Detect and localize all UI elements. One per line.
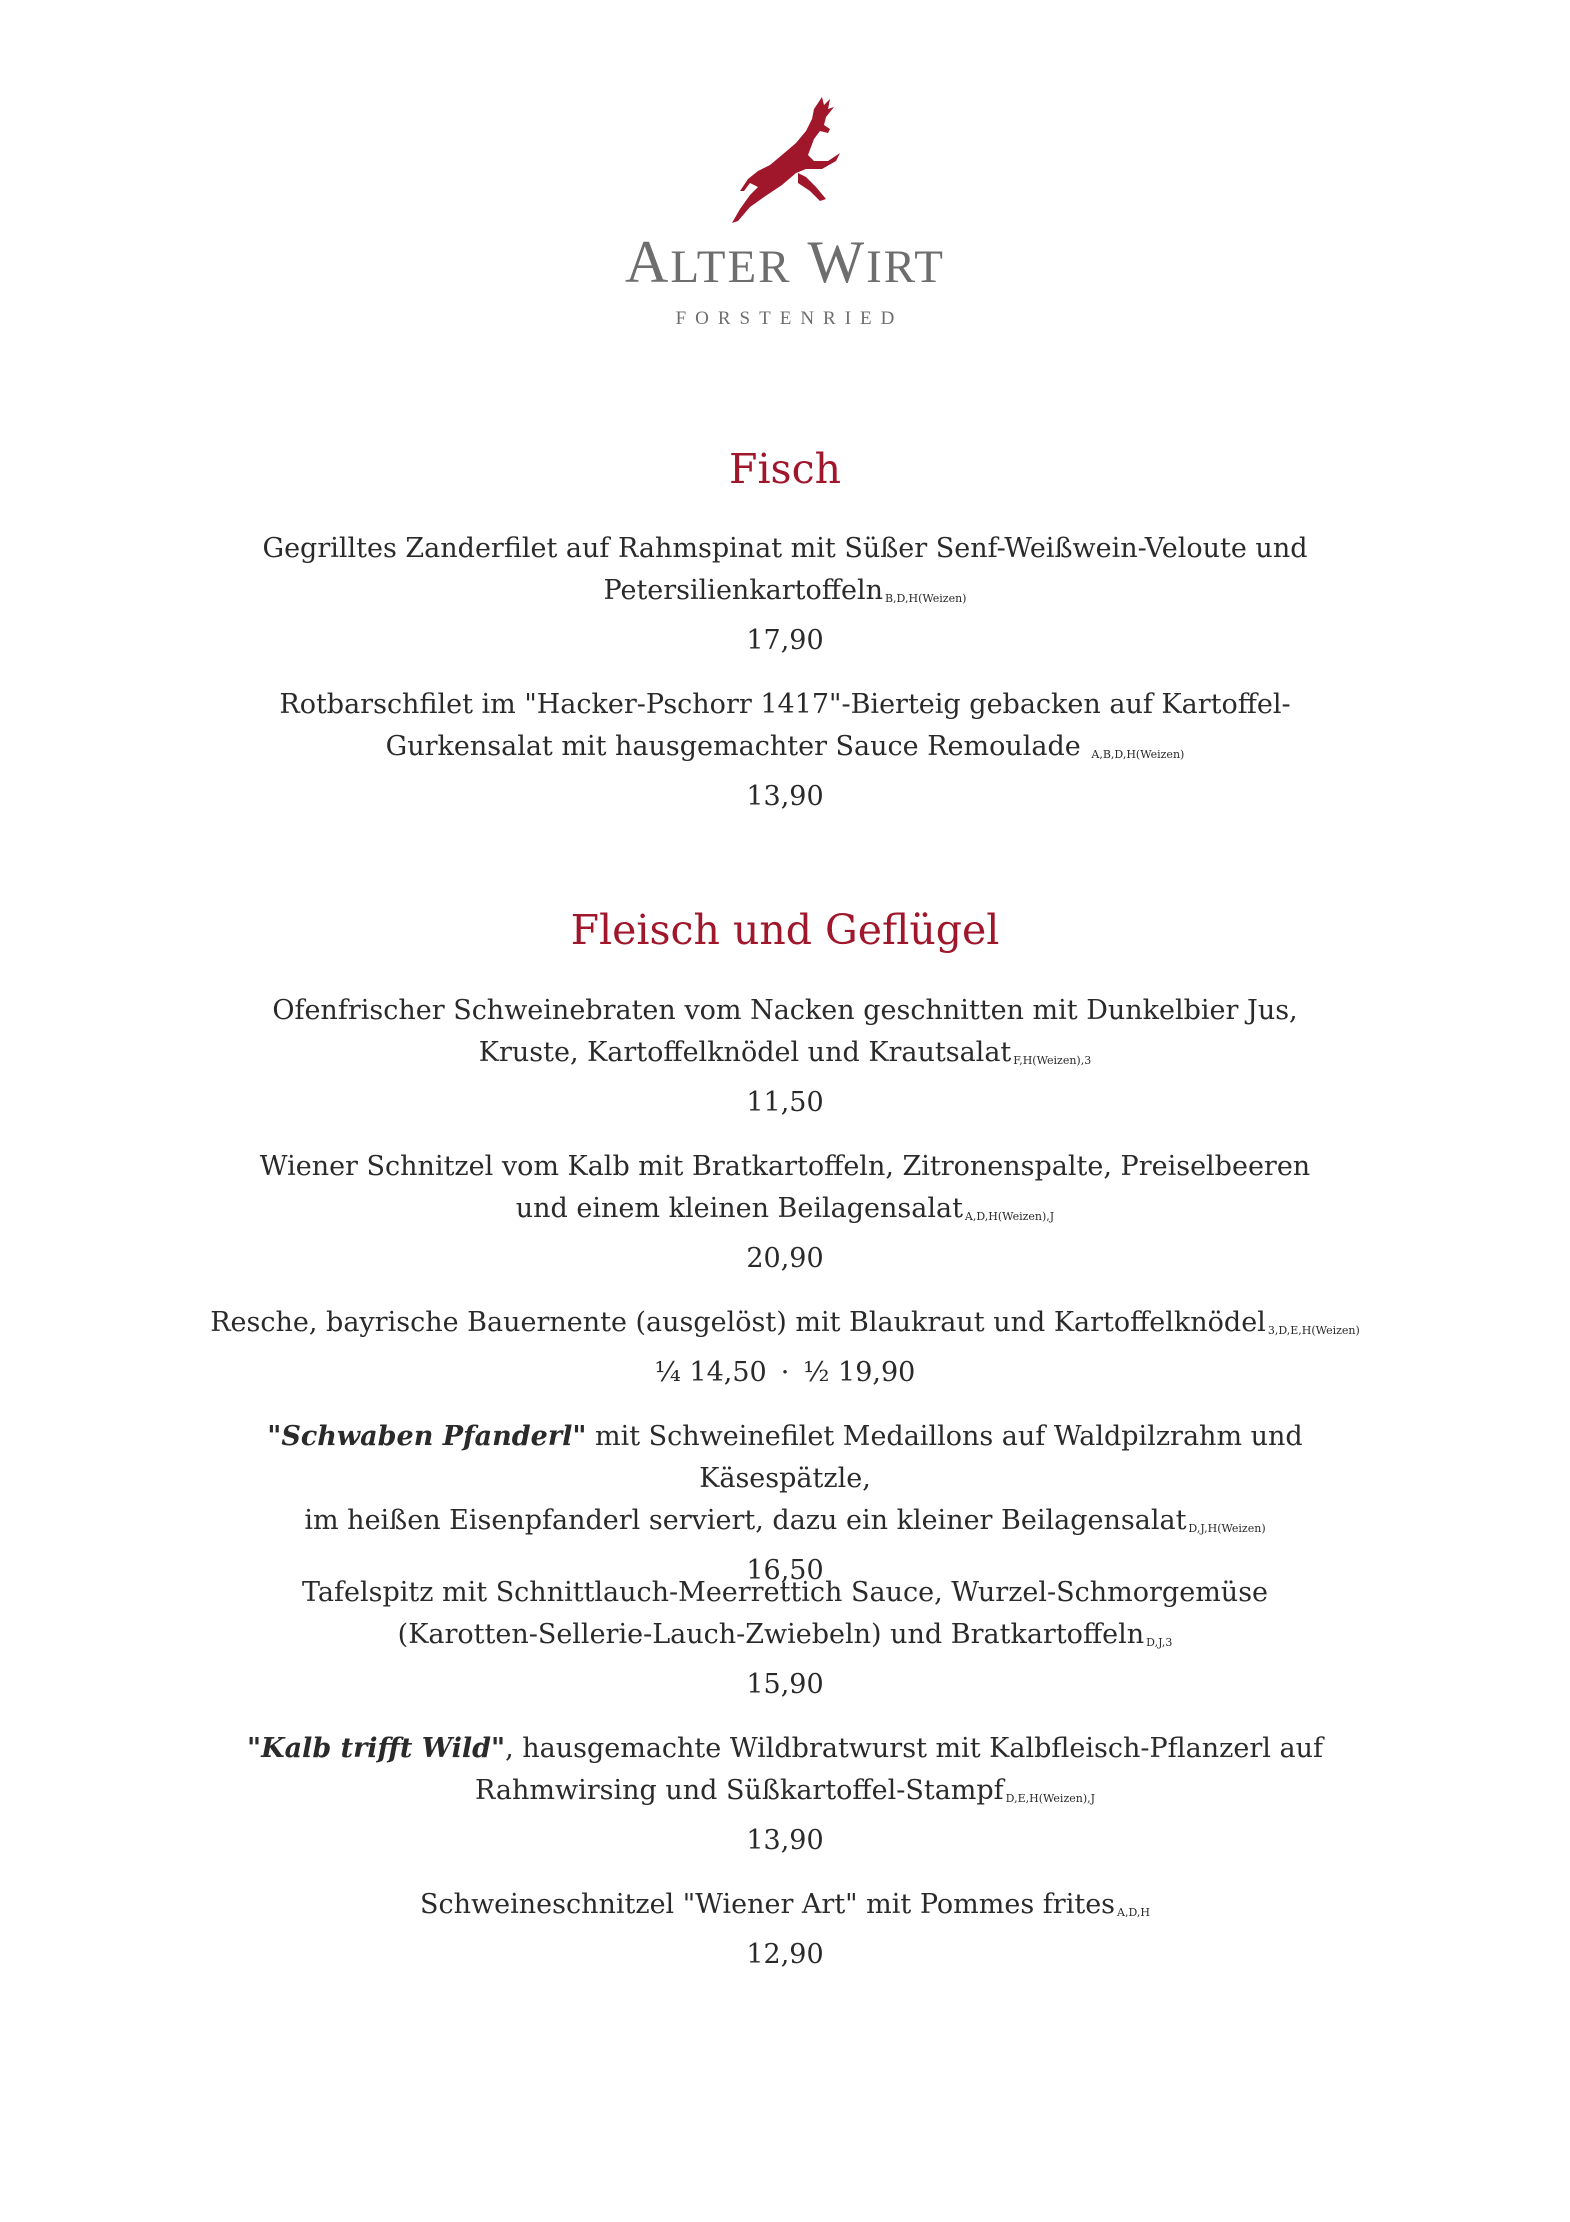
menu-item <box>180 990 1390 1124</box>
dish-name-emphasis: "Schwaben Pfanderl" <box>267 1421 587 1452</box>
brand-subtitle: FORSTENRIED <box>675 308 904 329</box>
menu-item <box>180 1302 1390 1394</box>
menu-item <box>180 684 1390 818</box>
dish-price: 12,90 <box>746 1939 824 1970</box>
dish-price: 15,90 <box>746 1669 824 1700</box>
dish-description-line: Gurkensalat mit hausgemachter Sauce Remoulade A,B,D,H(Weizen) <box>385 731 1185 762</box>
dish-price-options <box>180 1352 1390 1394</box>
section-title-fisch: Fisch <box>729 445 841 493</box>
menu-item <box>180 1416 1390 1592</box>
dish-price: 13,90 <box>746 1825 824 1856</box>
allergen-codes: A,D,H <box>1117 1906 1150 1919</box>
dish-description-line: Schweineschnitzel "Wiener Art" mit Pommes frites A,D,H <box>420 1889 1150 1920</box>
menu-item <box>180 1728 1390 1862</box>
dish-description-line: Wiener Schnitzel vom Kalb mit Bratkartoffeln, Zitronenspalte, Preiselbeeren <box>259 1151 1311 1182</box>
dish-price: 11,50 <box>746 1087 824 1118</box>
menu-item <box>180 1884 1390 1976</box>
dish-description-line: Rahmwirsing und Süßkartoffel-Stampf D,E,H(Weizen),J <box>474 1775 1096 1806</box>
dish-price: 17,90 <box>746 625 824 656</box>
price-half: ½ 19,90 <box>803 1357 916 1388</box>
menu-item <box>180 1146 1390 1280</box>
dish-description-line: "Kalb trifft Wild", hausgemachte Wildbratwurst mit Kalbfleisch-Pflanzerl auf <box>247 1733 1323 1764</box>
leaping-deer-icon <box>710 95 860 225</box>
dish-name-emphasis: "Kalb trifft Wild" <box>247 1733 506 1764</box>
dish-description-line: Tafelspitz mit Schnittlauch-Meerrettich Sauce, Wurzel-Schmorgemüse <box>301 1577 1269 1608</box>
dish-description-line: Petersilienkartoffeln B,D,H(Weizen) <box>603 575 967 606</box>
dish-description-line: Resche, bayrische Bauernente (ausgelöst) mit Blaukraut und Kartoffelknödel 3,D,E,H(Weizen) <box>210 1307 1360 1338</box>
dish-description-line: Kruste, Kartoffelknödel und Krautsalat F,H(Weizen),3 <box>478 1037 1092 1068</box>
dish-description-line: Rotbarschfilet im "Hacker-Pschorr 1417"-Bierteig gebacken auf Kartoffel- <box>279 689 1291 720</box>
allergen-codes: D,E,H(Weizen),J <box>1005 1792 1096 1805</box>
menu-item <box>180 528 1390 662</box>
allergen-codes: D,J,H(Weizen) <box>1188 1522 1266 1535</box>
price-separator: · <box>780 1357 790 1388</box>
dish-description-line: (Karotten-Sellerie-Lauch-Zwiebeln) und Bratkartoffeln D,J,3 <box>397 1619 1173 1650</box>
dish-price: 13,90 <box>746 781 824 812</box>
allergen-codes: A,D,H(Weizen),J <box>964 1210 1055 1223</box>
dish-description-line: im heißen Eisenpfanderl serviert, dazu ein kleiner Beilagensalat D,J,H(Weizen) <box>304 1505 1266 1536</box>
brand-logo <box>0 95 1570 330</box>
dish-description-line: Gegrilltes Zanderfilet auf Rahmspinat mit Süßer Senf-Weißwein-Veloute und <box>262 533 1308 564</box>
price-quarter: ¼ 14,50 <box>654 1357 767 1388</box>
dish-description-line: "Schwaben Pfanderl" mit Schweinefilet Medaillons auf Waldpilzrahm und Käsespätzle, <box>267 1421 1303 1494</box>
allergen-codes: F,H(Weizen),3 <box>1013 1054 1092 1067</box>
allergen-codes: 3,D,E,H(Weizen) <box>1267 1324 1360 1337</box>
menu-item <box>180 1572 1390 1706</box>
brand-name: ALTER WIRT <box>625 229 945 295</box>
dish-price: 20,90 <box>746 1243 824 1274</box>
section-title-fleisch: Fleisch und Geflügel <box>570 906 1000 954</box>
allergen-codes: B,D,H(Weizen) <box>884 592 967 605</box>
dish-description-line: und einem kleinen Beilagensalat A,D,H(Weizen),J <box>515 1193 1055 1224</box>
allergen-codes: A,B,D,H(Weizen) <box>1091 748 1185 761</box>
allergen-codes: D,J,3 <box>1146 1636 1173 1649</box>
dish-description-line: Ofenfrischer Schweinebraten vom Nacken geschnitten mit Dunkelbier Jus, <box>272 995 1298 1026</box>
dish-price: 16,50 <box>746 1555 824 1586</box>
